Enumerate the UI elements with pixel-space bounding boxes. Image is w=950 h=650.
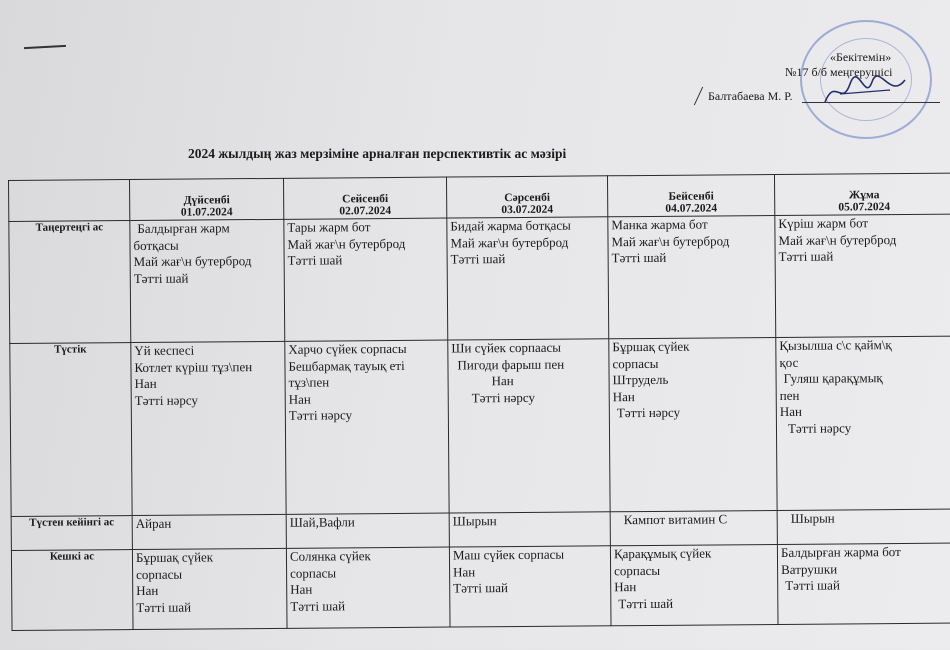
pen-slash xyxy=(694,87,703,106)
day-header: Бейсенбі 04.07.2024 xyxy=(607,174,774,216)
meal-row-breakfast xyxy=(9,214,950,343)
menu-cell: Балдырған жарма бот Ватрушки Тәтті шай xyxy=(777,543,950,624)
menu-cell: Харчо сүйек сорпасы Бешбармақ тауық еті тұз\пен Нан Тәтті нәрсу xyxy=(285,340,449,514)
menu-cell: Шай,Вафли xyxy=(286,513,449,548)
pen-mark xyxy=(24,45,66,49)
meal-row-lunch xyxy=(10,336,950,516)
approval-heading: «Бекітемін» xyxy=(830,50,892,64)
menu-cell: Шырын xyxy=(449,512,610,547)
approval-position: №17 б/б меңгерушісі xyxy=(785,65,893,79)
meal-label: Түстік xyxy=(10,343,132,517)
signature-line xyxy=(802,102,940,103)
menu-cell: Ши сүйек сорпаасы Пигоди фарыш пен Нан Тәтті нәрсу xyxy=(448,339,610,513)
menu-cell: Үй кеспесі Котлет күріш тұз\пен Нан Тәтті нәрсу xyxy=(131,341,286,515)
meal-row-dinner xyxy=(11,543,950,630)
meal-label: Кешкі ас xyxy=(11,550,133,631)
menu-cell: Солянка сүйек сорпасы Нан Тәтті шай xyxy=(286,547,450,628)
menu-cell: Бидай жарма ботқасы Май жағ\н бутерброд Тәтті шай xyxy=(447,217,609,340)
menu-table-wrapper xyxy=(8,173,950,650)
menu-table xyxy=(8,173,950,631)
approval-name: Балтабаева М. Р. xyxy=(708,89,793,103)
menu-cell: Тары жарм бот Май жағ\н бутерброд Тәтті шай xyxy=(284,218,448,341)
corner-cell xyxy=(9,180,130,222)
menu-cell: Балдырған жарм ботқасы Май жағ\н бутерброд Тәтті шай xyxy=(130,219,285,342)
menu-cell: Кампот витамин С xyxy=(610,510,777,545)
menu-cell: Қызылша с\с қайм\қ қос Гуляш қарақұмық пен Нан Тәтті нәрсу xyxy=(776,336,950,510)
menu-cell: Айран xyxy=(132,514,286,549)
day-header: Дүйсенбі 01.07.2024 xyxy=(130,178,284,220)
day-header: Жұма 05.07.2024 xyxy=(774,173,950,215)
menu-cell: Қарақұмық сүйек сорпасы Нан Тәтті шай xyxy=(610,544,778,625)
menu-cell: Күріш жарм бот Май жағ\н бутерброд Тәтті шай xyxy=(775,214,950,337)
page-title: 2024 жылдың жаз мерзіміне арналған перспективтік ас мәзірі xyxy=(188,146,567,161)
day-header: Сейсенбі 02.07.2024 xyxy=(283,177,446,219)
day-header: Сәрсенбі 03.07.2024 xyxy=(446,176,607,218)
menu-cell: Манка жарма бот Май жағ\н бутерброд Тәтті шай xyxy=(608,215,776,338)
menu-cell: Шырын xyxy=(777,509,950,544)
menu-cell: Бұршақ сүйек сорпасы Штрудель Нан Тәтті нәрсу xyxy=(609,337,777,511)
meal-label: Таңертеңгі ас xyxy=(9,221,131,344)
menu-cell: Бұршақ сүйек сорпасы Нан Тәтті шай xyxy=(132,548,287,629)
menu-cell: Маш сүйек сорпасы Нан Тәтті шай xyxy=(449,546,611,627)
meal-label: Түстен кейінгі ас xyxy=(11,516,132,551)
